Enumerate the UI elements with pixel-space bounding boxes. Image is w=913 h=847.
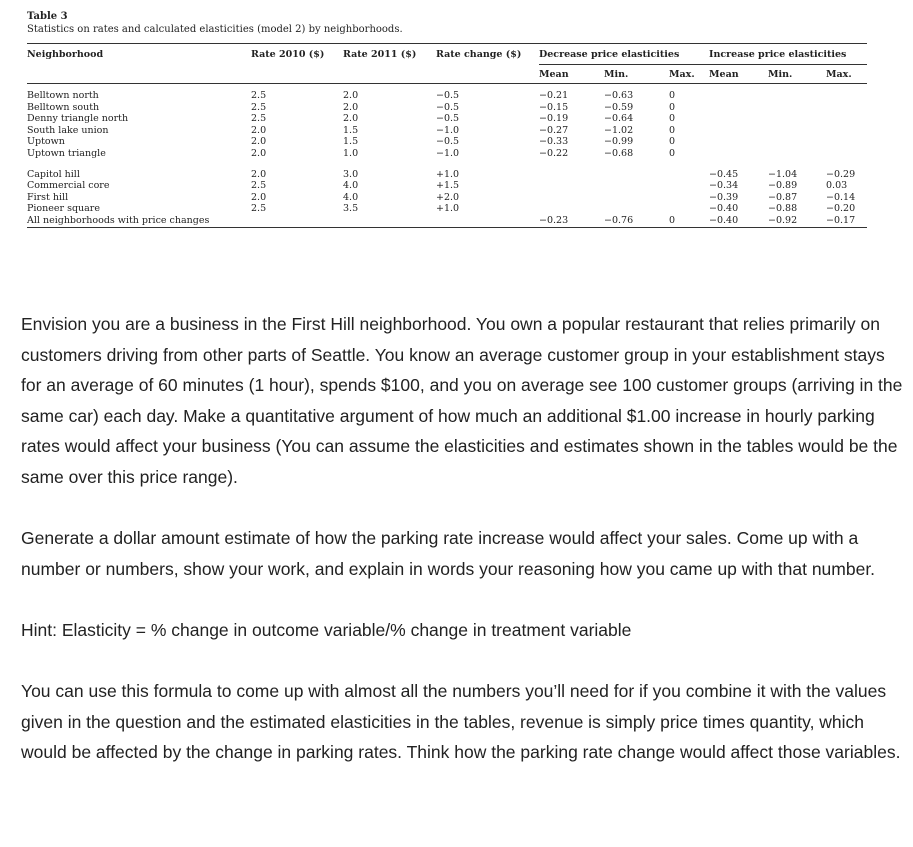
table-caption: Statistics on rates and calculated elasticities (model 2) by neighborhoods. — [27, 24, 403, 35]
question-text — [21, 309, 903, 768]
cell-dec-mean: −0.27 — [539, 124, 569, 136]
cell-rate-change: −1.0 — [436, 147, 460, 159]
cell-inc-mean: −0.34 — [709, 180, 739, 192]
table-label: Table 3 — [27, 11, 68, 22]
cell-rate-2010: 2.5 — [251, 101, 267, 113]
cell-rate-change: −1.0 — [436, 124, 460, 136]
question-paragraph-scenario: Envision you are a business in the First Hill neighborhood. You own a popular restaurant that relies primarily on customers driving from other parts of Seattle. You know an average customer group in your establishment stays for an average of 60 minutes (1 hour), spends $100, and you on average see 100 customer groups (arriving in the same car) each day. Make a quantitative argument of how much an additional $1.00 increase in hourly parking rates would affect your business (You can assume the elasticities and estimates shown in the tables would be the same over this price range). — [21, 314, 903, 487]
table-row — [27, 136, 867, 148]
cell-rate-2010: 2.5 — [251, 113, 267, 125]
cell-rate-change: −0.5 — [436, 136, 460, 148]
cell-rate-2010: 2.0 — [251, 124, 267, 136]
cell-neighborhood: Belltown south — [27, 101, 100, 113]
table-row — [27, 125, 867, 137]
question-paragraph-hint: Hint: Elasticity = % change in outcome variable/% change in treatment variable — [21, 619, 632, 640]
cell-neighborhood: Capitol hill — [27, 168, 80, 180]
cell-dec-max: 0 — [669, 101, 676, 113]
cell-rate-2010: 2.5 — [251, 203, 267, 215]
table-row — [27, 148, 867, 160]
cell-rate-2010: 2.5 — [251, 90, 267, 101]
cell-dec-max: 0 — [669, 90, 676, 101]
cell-dec-mean: −0.21 — [539, 90, 569, 101]
cell-rate-change: +1.0 — [436, 203, 460, 215]
header-inc-max: Max. — [826, 65, 867, 84]
cell-dec-min: −0.99 — [604, 136, 634, 148]
cell-inc-min: −0.88 — [768, 203, 798, 215]
cell-neighborhood: South lake union — [27, 124, 109, 136]
cell-dec-mean: −0.19 — [539, 113, 569, 125]
cell-inc-mean: −0.40 — [709, 203, 739, 215]
table-row — [27, 180, 867, 192]
header-inc-min: Min. — [768, 65, 826, 84]
cell-rate-2010: 2.0 — [251, 191, 267, 203]
cell-rate-2011: 2.0 — [343, 90, 359, 101]
cell-neighborhood: Commercial core — [27, 180, 110, 192]
question-paragraph-task: Generate a dollar amount estimate of how the parking rate increase would affect your sales. Come up with a number or numbers, show your work, and explain in words your reasoning how you came up with that number. — [21, 528, 876, 579]
cell-dec-mean: −0.33 — [539, 136, 569, 148]
cell-dec-min: −0.76 — [604, 215, 669, 227]
statistics-table-figure — [27, 10, 867, 228]
cell-neighborhood: Belltown north — [27, 90, 99, 101]
cell-dec-min: −0.63 — [604, 90, 634, 101]
cell-neighborhood: First hill — [27, 191, 69, 203]
elasticities-table — [27, 43, 867, 228]
cell-rate-change: −0.5 — [436, 113, 460, 125]
cell-rate-2011: 1.5 — [343, 124, 359, 136]
cell-rate-2011: 4.0 — [343, 191, 359, 203]
cell-rate-change: −0.5 — [436, 101, 460, 113]
cell-inc-max: −0.14 — [826, 191, 856, 203]
cell-rate-2010: 2.0 — [251, 136, 267, 148]
cell-inc-max: −0.20 — [826, 203, 856, 215]
cell-dec-mean: −0.15 — [539, 101, 569, 113]
cell-rate-2010: 2.5 — [251, 180, 267, 192]
cell-rate-change: −0.5 — [436, 90, 460, 101]
header-increase-elasticities: Increase price elasticities — [709, 44, 867, 65]
cell-inc-max: 0.03 — [826, 180, 848, 192]
header-dec-min: Min. — [604, 65, 669, 84]
cell-rate-2010: 2.0 — [251, 168, 267, 180]
cell-inc-min: −0.89 — [768, 180, 798, 192]
cell-dec-mean: −0.22 — [539, 147, 569, 159]
cell-dec-min: −0.64 — [604, 113, 634, 125]
table-row — [27, 113, 867, 125]
cell-rate-change: +1.0 — [436, 168, 460, 180]
header-dec-mean: Mean — [539, 65, 604, 84]
cell-dec-max: 0 — [669, 215, 709, 227]
cell-inc-max: −0.17 — [826, 215, 867, 227]
table-row — [27, 203, 867, 215]
cell-dec-max: 0 — [669, 124, 676, 136]
question-paragraph-formula: You can use this formula to come up with almost all the numbers you’ll need for if you combine it with the values given in the question and the estimated elasticities in the tables, revenue is simply price times quantity, which would be affected by the change in parking rates. Think how the parking rate change would affect those variables. — [21, 681, 901, 763]
cell-inc-min: −0.87 — [768, 191, 798, 203]
table-row — [27, 90, 867, 102]
cell-rate-change: +1.5 — [436, 180, 460, 192]
cell-inc-mean: −0.40 — [709, 215, 768, 227]
table-row-all-neighborhoods — [27, 215, 867, 227]
cell-dec-max: 0 — [669, 113, 676, 125]
cell-inc-min: −0.92 — [768, 215, 826, 227]
cell-rate-2011: 3.5 — [343, 203, 359, 215]
cell-dec-max: 0 — [669, 147, 676, 159]
cell-inc-min: −1.04 — [768, 168, 798, 180]
cell-inc-mean: −0.45 — [709, 168, 739, 180]
cell-inc-max: −0.29 — [826, 168, 856, 180]
cell-inc-mean: −0.39 — [709, 191, 739, 203]
header-inc-mean: Mean — [709, 65, 768, 84]
cell-rate-change: +2.0 — [436, 191, 460, 203]
cell-neighborhood: Pioneer square — [27, 203, 100, 215]
cell-rate-2011: 4.0 — [343, 180, 359, 192]
header-rate-change: Rate change ($) — [436, 44, 539, 65]
header-dec-max: Max. — [669, 65, 709, 84]
cell-dec-min: −0.68 — [604, 147, 634, 159]
cell-rate-2011: 1.5 — [343, 136, 359, 148]
cell-dec-min: −0.59 — [604, 101, 634, 113]
cell-rate-2010: 2.0 — [251, 147, 267, 159]
cell-rate-2011: 1.0 — [343, 147, 359, 159]
table-subheader-row — [27, 65, 867, 84]
header-rate-2010: Rate 2010 ($) — [251, 44, 343, 65]
header-neighborhood: Neighborhood — [27, 44, 251, 65]
cell-neighborhood: Uptown triangle — [27, 147, 106, 159]
table-header-row — [27, 44, 867, 65]
cell-neighborhood: Uptown — [27, 136, 65, 148]
table-row — [27, 102, 867, 114]
cell-neighborhood: All neighborhoods with price changes — [27, 215, 251, 227]
table-row — [27, 192, 867, 204]
cell-rate-2011: 2.0 — [343, 101, 359, 113]
header-decrease-elasticities: Decrease price elasticities — [539, 44, 709, 65]
table-row — [27, 169, 867, 181]
cell-neighborhood: Denny triangle north — [27, 113, 129, 125]
cell-dec-min: −1.02 — [604, 124, 634, 136]
cell-rate-2011: 3.0 — [343, 168, 359, 180]
cell-rate-2011: 2.0 — [343, 113, 359, 125]
header-rate-2011: Rate 2011 ($) — [343, 44, 436, 65]
cell-dec-max: 0 — [669, 136, 676, 148]
cell-dec-mean: −0.23 — [539, 215, 604, 227]
